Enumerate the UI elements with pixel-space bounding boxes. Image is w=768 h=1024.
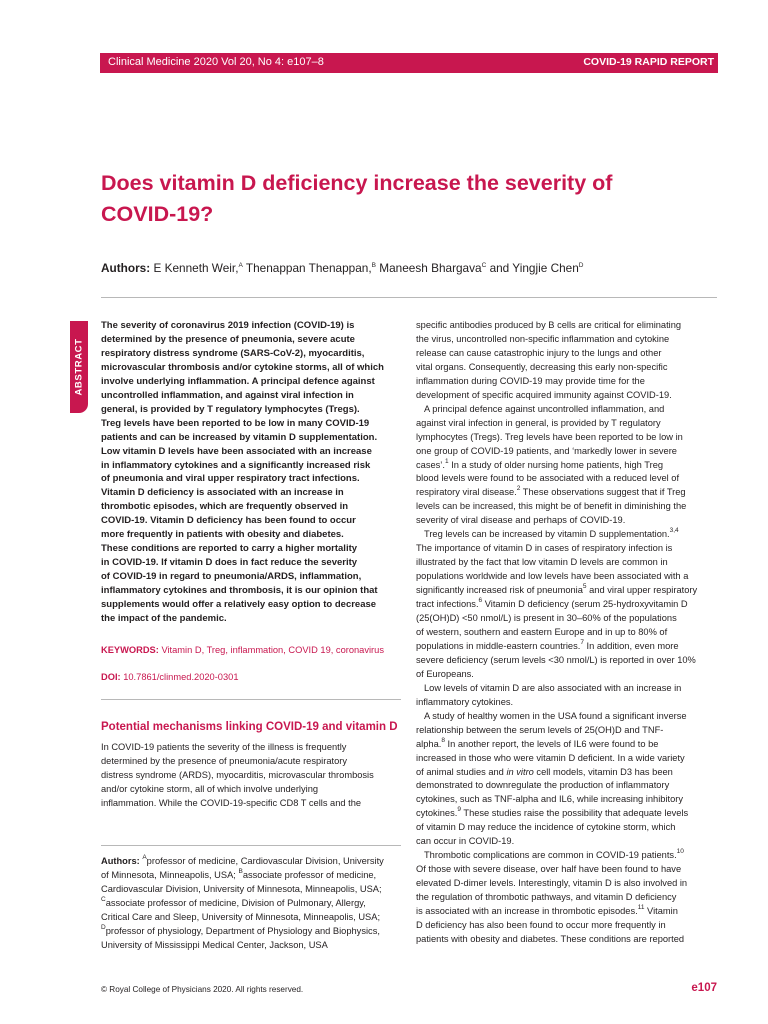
page-number: e107	[691, 982, 717, 994]
author-name: Maneesh Bhargava	[379, 261, 482, 275]
citation-mark: 8	[441, 736, 445, 744]
abstract-line: These conditions are reported to carry a higher mortality	[101, 543, 358, 555]
body-line	[416, 598, 716, 612]
body-text: and viral upper respiratory	[586, 585, 698, 596]
left-body-text	[101, 741, 401, 811]
author-affiliation-mark: C	[481, 262, 487, 269]
body-line: the regulation of thrombotic pathways, and vitamin D deficiency	[416, 892, 677, 903]
affiliation-mark: C	[101, 895, 106, 903]
journal-citation: Clinical Medicine 2020 Vol 20, No 4: e107–8	[108, 56, 324, 68]
affiliation-line: University of Mississippi Medical Center, Jackson, USA	[101, 939, 328, 950]
body-line: one group of COVID-19 patients, and ‘markedly lower in severe	[416, 445, 677, 456]
body-line: severe deficiency (serum levels <30 nmol/L) is reported in over 10%	[416, 654, 696, 665]
body-text: Thrombotic complications are common in COVID-19 patients.	[424, 850, 677, 861]
body-text: In another report, the levels of IL6 were found to be	[444, 738, 659, 749]
body-line: release can cause catastrophic injury to the lungs and other	[416, 347, 662, 358]
body-text: In a study of older nursing home patients, high Treg	[448, 459, 664, 470]
body-line: of western, southern and eastern Europe and in up to 80% of	[416, 626, 668, 637]
body-line: and/or cytokine storm, all of which involve underlying	[101, 783, 319, 794]
abstract-line: microvascular thrombosis and/or cytokine storms, all of which	[101, 361, 384, 373]
body-line: inflammatory cytokines.	[416, 696, 514, 707]
doi	[101, 672, 239, 682]
body-line: The importance of vitamin D in cases of respiratory infection is	[416, 543, 673, 554]
body-line	[416, 584, 716, 598]
body-line: against viral infection in general, is provided by T regulatory	[416, 417, 661, 428]
abstract-line: more frequently in patients with obesity and diabetes.	[101, 529, 344, 541]
body-text: cell models, vitamin D3 has been	[533, 766, 673, 777]
abstract-line: COVID-19. Vitamin D deficiency has been found to occur	[101, 515, 356, 527]
citation-mark: 5	[582, 583, 587, 591]
body-line: relationship between the serum levels of 25(OH)D and TNF-	[416, 724, 664, 735]
body-text: cytokines.	[416, 808, 458, 819]
abstract-line: of COVID-19 in regard to pneumonia/ARDS, inflammation,	[101, 571, 362, 583]
body-line	[416, 849, 716, 863]
doi-link[interactable]: 10.7861/clinmed.2020-0301	[123, 672, 239, 682]
keywords-value: Vitamin D, Treg, inflammation, COVID 19, coronavirus	[161, 645, 384, 655]
abstract-line: Low vitamin D levels have been associated with an increase	[101, 445, 372, 457]
citation-mark: 10	[676, 848, 684, 856]
abstract-tab	[70, 321, 88, 413]
title-line-1: Does vitamin D deficiency increase the severity of	[101, 171, 613, 195]
abstract-line: the impact of the pandemic.	[101, 613, 227, 625]
body-line: of vitamin D may reduce the incidence of cytokine storm, which	[416, 822, 676, 833]
body-text: alpha.	[416, 738, 442, 749]
affiliation-mark: A	[142, 854, 147, 861]
affiliation-line: Critical Care and Sleep, University of Minnesota, Minneapolis, USA;	[101, 911, 381, 922]
affiliation-line	[101, 897, 401, 911]
affiliation-text: associate professor of medicine, Division of Pulmonary, Allergy,	[105, 897, 366, 908]
body-line: demonstrated to downregulate the production of inflammatory	[416, 780, 670, 791]
author-name: E Kenneth Weir,	[153, 261, 239, 275]
body-text: of animal studies and	[416, 766, 507, 777]
section-divider	[101, 699, 401, 700]
author-affiliations	[101, 855, 401, 953]
body-line: specific antibodies produced by B cells are critical for eliminating	[416, 320, 682, 330]
body-line: determined by the presence of pneumonia/acute respiratory	[101, 755, 347, 766]
body-line	[416, 459, 716, 473]
citation-mark: 3,4	[669, 527, 679, 535]
body-line: elevated D-dimer levels. Interestingly, vitamin D is also involved in	[416, 878, 688, 889]
body-line	[416, 738, 716, 752]
author-name: Thenappan Thenappan,	[245, 261, 372, 275]
body-line: A study of healthy women in the USA found a significant inverse	[424, 710, 687, 721]
body-text: These studies raise the possibility that adequate levels	[460, 808, 689, 819]
citation-mark: 9	[457, 806, 461, 814]
abstract-line: uncontrolled inflammation, and against viral infection in	[101, 389, 354, 401]
abstract-line: Treg levels have been reported to be low in many COVID-19	[101, 417, 370, 429]
authors-label: Authors:	[101, 261, 151, 275]
body-line: Low levels of vitamin D are also associated with an increase in	[424, 682, 682, 693]
abstract-line: The severity of coronavirus 2019 infection (COVID-19) is	[101, 320, 355, 331]
body-text: Vitamin	[644, 906, 678, 917]
affiliation-text: professor of medicine, Cardiovascular Division, University	[146, 856, 384, 866]
body-text: Vitamin D deficiency (serum 25-hydroxyvitamin D	[482, 599, 688, 610]
body-text: tract infections.	[416, 599, 479, 610]
abstract-line: in COVID-19. If vitamin D does in fact reduce the severity	[101, 557, 358, 569]
body-line: can occur in COVID-19.	[416, 836, 515, 847]
body-line: the virus, uncontrolled non-specific inflammation and cytokine	[416, 333, 670, 344]
body-line: inflammation during COVID-19 may provide time for the	[416, 375, 645, 386]
body-text-italic: in vitro	[506, 766, 534, 777]
journal-header-bar	[100, 53, 718, 73]
body-line: Of those with severe disease, over half have been found to have	[416, 864, 682, 875]
affiliation-line: Cardiovascular Division, University of Minnesota, Minneapolis, USA;	[101, 883, 382, 894]
affiliations-divider	[101, 845, 401, 846]
citation-mark: 7	[580, 638, 584, 646]
article-title	[101, 168, 661, 230]
body-line: vital organs. Consequently, decreasing this early non-specific	[416, 361, 668, 372]
right-body-text	[416, 319, 716, 947]
body-line: severity of viral disease and perhaps of COVID-19.	[416, 515, 626, 526]
body-line: illustrated by the fact that low vitamin D levels are common in	[416, 557, 668, 568]
body-line: distress syndrome (ARDS), myocarditis, microvascular thrombosis	[101, 769, 374, 780]
abstract-line: involve underlying inflammation. A principal defence against	[101, 375, 375, 387]
author-affiliation-mark: A	[238, 262, 243, 269]
affiliation-mark: B	[238, 867, 243, 875]
body-text: respiratory viral disease.	[416, 487, 517, 498]
body-text: These observations suggest that if Treg	[520, 487, 686, 498]
keywords	[101, 645, 384, 655]
body-line	[416, 640, 716, 654]
body-line: of Europeans.	[416, 668, 474, 679]
abstract-tab-label: ABSTRACT	[73, 338, 85, 396]
body-line: patients with obesity and diabetes. These conditions are reported	[416, 933, 685, 944]
body-line: levels can be increased, this might be of benefit in diminishing the	[416, 501, 687, 512]
body-line: cytokines, such as TNF-alpha and IL6, while increasing inhibitory	[416, 794, 683, 805]
citation-mark: 11	[637, 904, 645, 912]
abstract-line: determined by the presence of pneumonia, severe acute	[101, 333, 355, 345]
affiliation-text: professor of physiology, Department of Physiology and Biophysics,	[105, 925, 380, 936]
section-heading: Potential mechanisms linking COVID-19 and vitamin D	[101, 721, 398, 733]
title-line-2: COVID-19?	[101, 202, 214, 226]
body-line	[416, 905, 716, 919]
body-text: significantly increased risk of pneumonia	[416, 585, 583, 596]
authors-divider	[101, 297, 717, 298]
affiliation-mark: D	[101, 923, 106, 931]
affiliations-label: Authors:	[101, 856, 140, 866]
author-name: and Yingjie Chen	[489, 261, 579, 275]
affiliation-line	[101, 869, 401, 883]
body-line: populations worldwide and low levels have been associated with a	[416, 571, 689, 582]
body-line	[416, 528, 716, 542]
citation-mark: 2	[516, 485, 521, 493]
keywords-label: KEYWORDS:	[101, 645, 159, 655]
abstract-line: thrombotic episodes, which are frequently observed in	[101, 501, 349, 513]
affiliation-line	[101, 855, 401, 869]
author-affiliation-mark: D	[578, 262, 584, 269]
body-line	[416, 807, 716, 821]
body-line: In COVID-19 patients the severity of the illness is frequently	[101, 742, 347, 752]
citation-mark: 1	[444, 457, 449, 465]
affiliation-text: of Minnesota, Minneapolis, USA;	[101, 869, 236, 880]
body-line	[416, 766, 716, 780]
affiliation-text: associate professor of medicine,	[242, 869, 377, 880]
body-line: increased in those who were vitamin D deficient. In a wide variety	[416, 752, 685, 763]
abstract-line: in inflammatory cytokines and a significantly increased risk	[101, 459, 371, 471]
abstract-line: respiratory distress syndrome (SARS-CoV-2), myocarditis,	[101, 347, 365, 359]
body-line: blood levels were found to be associated with a reduced level of	[416, 473, 680, 484]
abstract-text	[101, 319, 401, 626]
article-category: COVID-19 RAPID REPORT	[583, 56, 714, 68]
body-line: A principal defence against uncontrolled inflammation, and	[424, 403, 665, 414]
abstract-line: supplements would offer a relatively easy option to decrease	[101, 599, 377, 611]
abstract-line: inflammatory cytokines and thrombosis, it is our opinion that	[101, 585, 378, 597]
doi-label: DOI:	[101, 672, 121, 682]
body-text: Treg levels can be increased by vitamin D supplementation.	[424, 529, 670, 540]
abstract-line: general, is provided by T regulatory lymphocytes (Tregs).	[101, 403, 360, 415]
copyright-notice: © Royal College of Physicians 2020. All rights reserved.	[101, 985, 304, 994]
abstract-line: Vitamin D deficiency is associated with an increase in	[101, 487, 344, 499]
body-line: development of specific acquired immunity against COVID-19.	[416, 389, 672, 400]
abstract-line: of pneumonia and viral upper respiratory tract infections.	[101, 473, 360, 485]
citation-mark: 6	[478, 597, 483, 605]
authors-line	[101, 261, 716, 275]
body-text: cases’.	[416, 459, 445, 470]
body-line: D deficiency has also been found to occur more frequently in	[416, 919, 666, 930]
author-affiliation-mark: B	[371, 262, 376, 269]
body-text: populations in middle-eastern countries.	[416, 640, 581, 651]
body-text: In addition, even more	[583, 640, 679, 651]
body-line: lymphocytes (Tregs). Treg levels have been reported to be low in	[416, 431, 683, 442]
abstract-line: patients and can be increased by vitamin D supplementation.	[101, 431, 378, 443]
body-line: inflammation. While the COVID-19-specific CD8 T cells and the	[101, 797, 362, 808]
body-line	[416, 486, 716, 500]
body-line: (25(OH)D) <50 nmol/L) is present in 30–60% of the populations	[416, 613, 677, 624]
affiliation-line	[101, 925, 401, 939]
body-text: is associated with an increase in thrombotic episodes.	[416, 906, 638, 917]
